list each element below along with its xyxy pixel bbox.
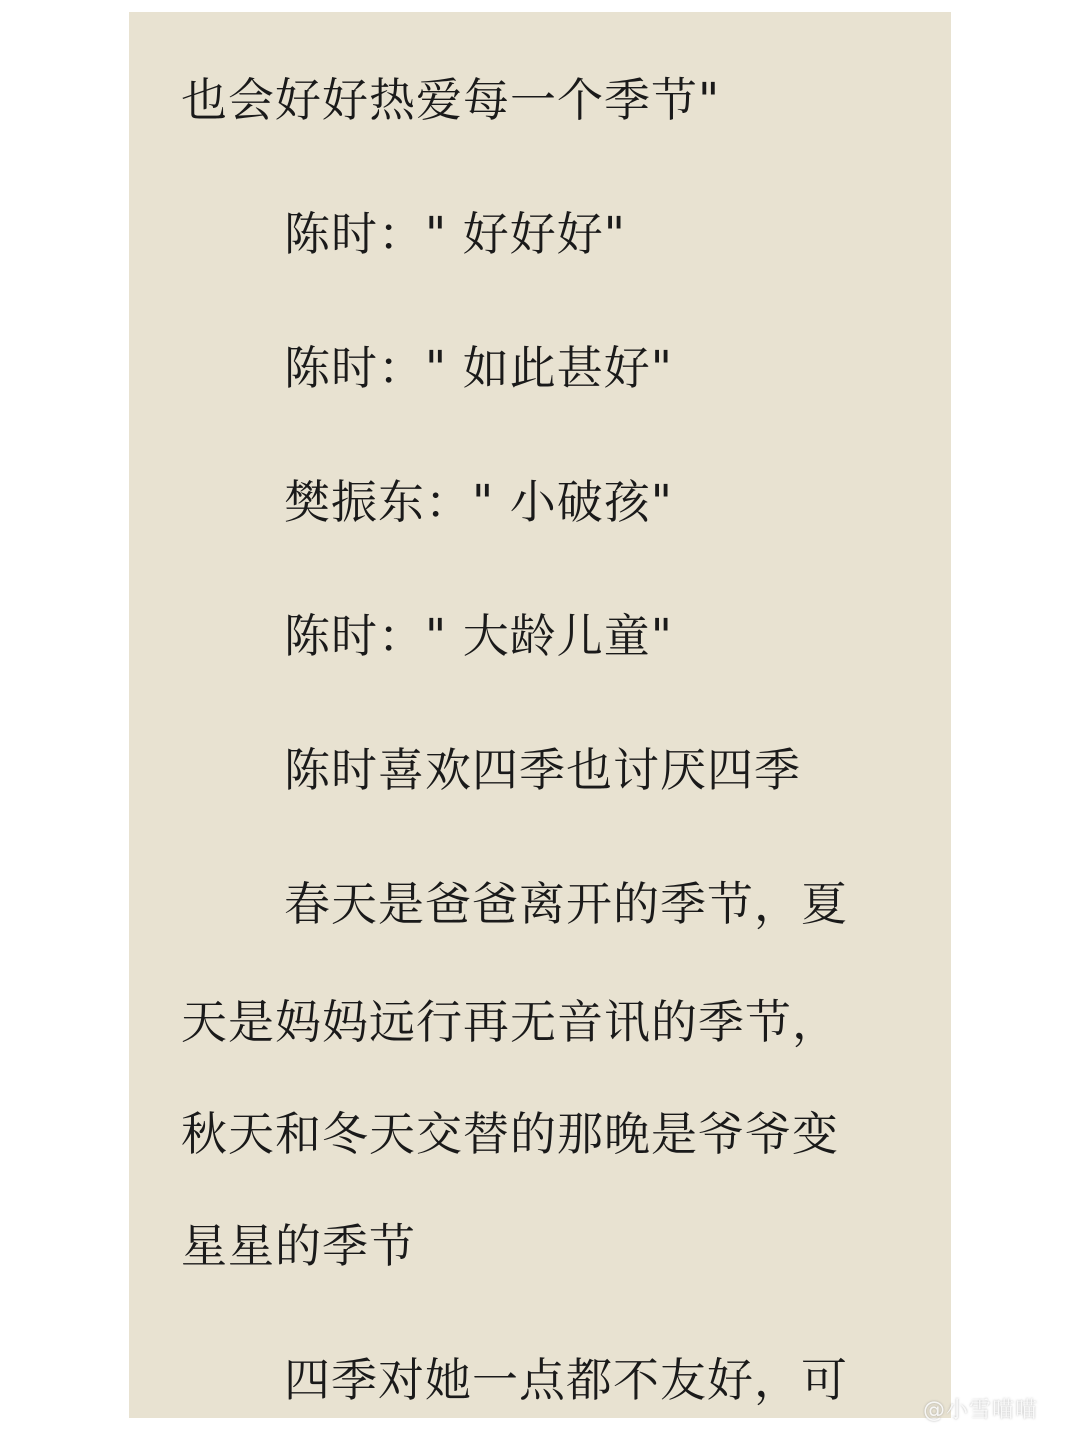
dialogue-line: 樊振东：" 小破孩" — [284, 475, 673, 529]
dialogue-line: 陈时：" 如此甚好" — [284, 341, 673, 395]
watermark: @小雪喵喵 — [922, 1398, 1038, 1423]
dialogue-line: 陈时：" 大龄儿童" — [284, 609, 673, 663]
paragraph-line: 天是妈妈远行再无音讯的季节， — [181, 995, 839, 1049]
paragraph-line: 星星的季节 — [181, 1219, 416, 1273]
paragraph-line: 春天是爸爸离开的季节，夏 — [284, 877, 848, 931]
paragraph-line: 秋天和冬天交替的那晚是爷爷变 — [181, 1107, 839, 1161]
paragraph-line: 四季对她一点都不友好，可 — [284, 1353, 848, 1407]
text-page — [129, 12, 951, 1418]
paragraph-line: 陈时喜欢四季也讨厌四季 — [284, 743, 801, 797]
dialogue-line: 陈时：" 好好好" — [284, 207, 626, 261]
text-line: 也会好好热爱每一个季节" — [181, 73, 721, 127]
